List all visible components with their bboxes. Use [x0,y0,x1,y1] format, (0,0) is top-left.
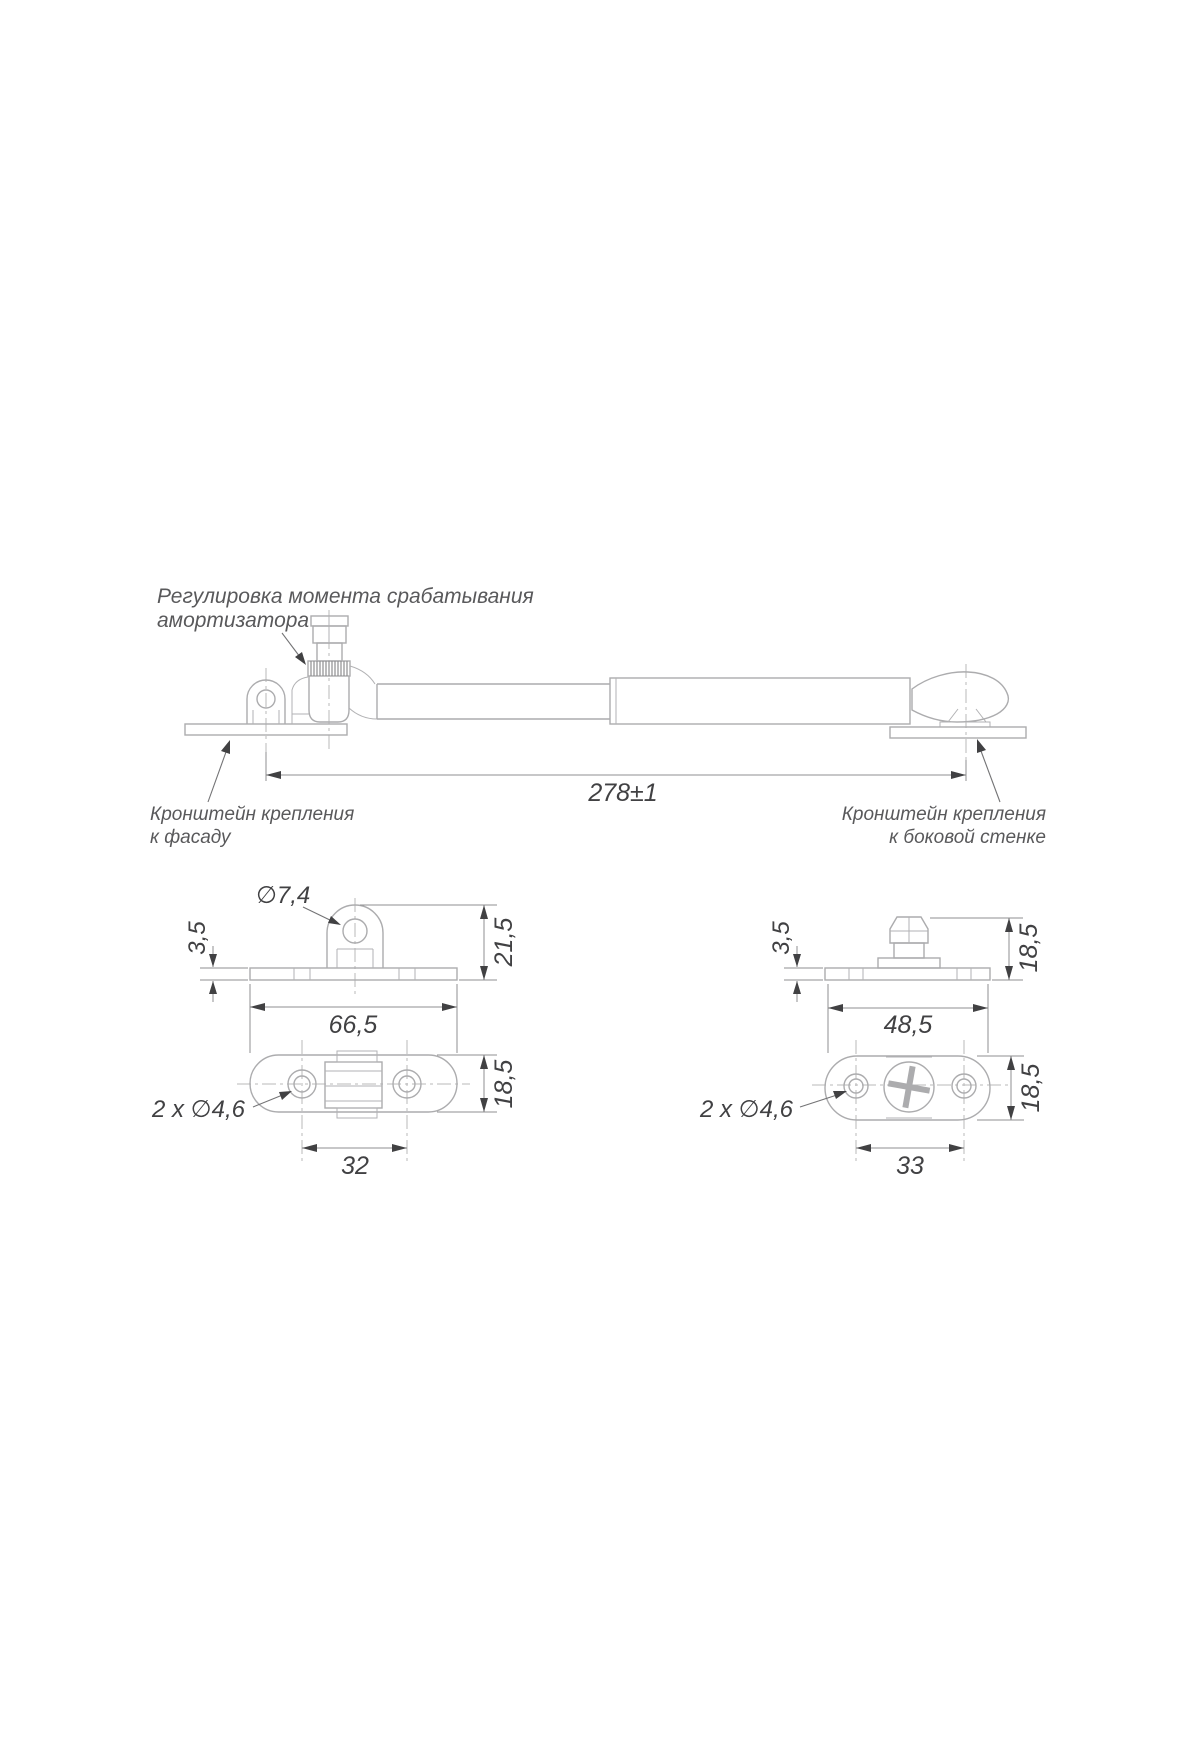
svg-text:2 x ∅4,6: 2 x ∅4,6 [700,1096,793,1123]
adjuster-knob [308,616,377,722]
svg-text:18,5: 18,5 [490,1059,518,1109]
side-plate-thickness-dim [768,921,823,1002]
svg-text:32: 32 [341,1152,369,1180]
front-hole-spacing-dim [302,1144,407,1180]
knurl-hatch [311,661,347,676]
front-screw-holes-callout [151,1091,292,1123]
svg-text:21,5: 21,5 [490,917,518,967]
svg-text:48,5: 48,5 [883,1011,933,1039]
svg-text:к фасаду: к фасаду [150,827,231,848]
side-bracket-plan-view [825,1056,990,1120]
svg-text:к боковой стенке: к боковой стенке [889,827,1046,848]
piston-rod [377,684,610,719]
assembly-drawing [150,585,1046,848]
annotation-line2: амортизатора [157,609,310,632]
front-plate-thickness-dim [184,921,248,1002]
side-bracket-label [842,739,1046,848]
svg-text:2 x ∅4,6: 2 x ∅4,6 [152,1096,245,1123]
svg-text:Кронштейн крепления: Кронштейн крепления [841,804,1046,825]
cylinder-body [610,678,910,724]
side-height-dim [930,918,1043,980]
svg-text:33: 33 [896,1152,924,1180]
phillips-cross [885,1063,934,1112]
length-dim-text: 278±1 [588,779,658,807]
svg-text:66,5: 66,5 [328,1011,378,1039]
side-detail-centerlines [812,1040,1008,1162]
side-bracket-detail [699,917,1045,1180]
side-screw-holes-callout [699,1091,847,1123]
side-width-dim [828,1004,988,1039]
side-depth-dim [977,1056,1045,1120]
svg-text:Кронштейн крепления: Кронштейн крепления [150,804,355,825]
side-bracket-front-view [825,917,990,980]
svg-text:3,5: 3,5 [184,921,211,955]
front-bracket-label [150,740,354,848]
adjuster-annotation [157,585,534,665]
svg-text:3,5: 3,5 [768,921,795,955]
side-hole-spacing-dim [856,1144,964,1180]
length-dimension [266,752,966,807]
front-width-dim [250,1003,457,1039]
front-bracket-front-view [250,905,457,980]
front-bracket-detail [151,882,518,1180]
svg-text:18,5: 18,5 [1017,1063,1045,1113]
svg-text:∅7,4: ∅7,4 [256,882,311,909]
ball-socket-cap [912,672,1008,722]
svg-text:18,5: 18,5 [1015,923,1043,973]
annotation-line1: Регулировка момента срабатывания [157,585,534,608]
hole-dia-callout [256,882,341,925]
